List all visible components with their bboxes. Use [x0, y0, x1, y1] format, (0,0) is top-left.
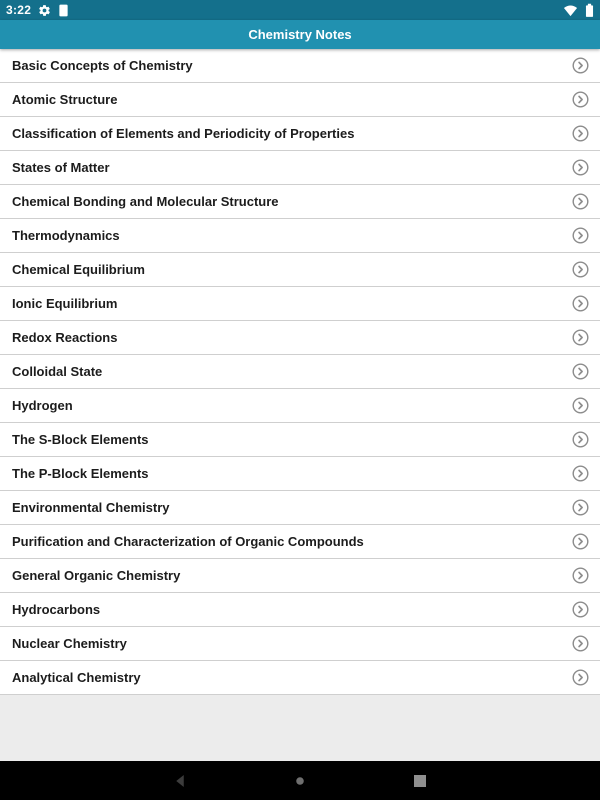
status-bar-right: [563, 3, 594, 18]
topic-label: Hydrocarbons: [12, 602, 101, 617]
clock: 3:22: [6, 3, 32, 17]
topic-label: Chemical Bonding and Molecular Structure: [12, 194, 279, 209]
battery-icon: [585, 3, 594, 18]
topic-label: Chemical Equilibrium: [12, 262, 145, 277]
chevron-right-circle-icon: [572, 601, 589, 618]
list-item[interactable]: [0, 423, 600, 457]
android-nav-bar: [0, 761, 600, 800]
status-bar: [0, 0, 600, 20]
topic-label: Atomic Structure: [12, 92, 118, 107]
topic-label: Environmental Chemistry: [12, 500, 170, 515]
chevron-right-circle-icon: [572, 261, 589, 278]
topic-label: Thermodynamics: [12, 228, 120, 243]
recents-button[interactable]: [400, 766, 440, 796]
chevron-right-circle-icon: [572, 635, 589, 652]
topic-label: The S-Block Elements: [12, 432, 149, 447]
chevron-right-circle-icon: [572, 567, 589, 584]
list-item[interactable]: [0, 389, 600, 423]
chevron-right-circle-icon: [572, 431, 589, 448]
chevron-right-circle-icon: [572, 159, 589, 176]
background-area: [0, 695, 600, 761]
chevron-right-circle-icon: [572, 91, 589, 108]
chevron-right-circle-icon: [572, 465, 589, 482]
list-item[interactable]: [0, 355, 600, 389]
chevron-right-circle-icon: [572, 227, 589, 244]
notes-icon: [58, 4, 69, 17]
topic-label: Basic Concepts of Chemistry: [12, 58, 193, 73]
chevron-right-circle-icon: [572, 499, 589, 516]
chevron-right-circle-icon: [572, 125, 589, 142]
list-item[interactable]: [0, 559, 600, 593]
chevron-right-circle-icon: [572, 193, 589, 210]
topic-label: The P-Block Elements: [12, 466, 149, 481]
topic-label: Hydrogen: [12, 398, 73, 413]
list-item[interactable]: [0, 49, 600, 83]
topic-label: Colloidal State: [12, 364, 103, 379]
list-item[interactable]: [0, 457, 600, 491]
list-item[interactable]: [0, 253, 600, 287]
list-item[interactable]: [0, 491, 600, 525]
chevron-right-circle-icon: [572, 669, 589, 686]
list-item[interactable]: [0, 321, 600, 355]
topic-label: Nuclear Chemistry: [12, 636, 127, 651]
chevron-right-circle-icon: [572, 329, 589, 346]
chevron-right-circle-icon: [572, 363, 589, 380]
app-bar: [0, 20, 600, 49]
topic-label: General Organic Chemistry: [12, 568, 181, 583]
topic-label: Purification and Characterization of Organic Compounds: [12, 534, 364, 549]
chevron-right-circle-icon: [572, 533, 589, 550]
topic-list: [0, 49, 600, 695]
back-button[interactable]: [160, 766, 200, 796]
topic-label: Analytical Chemistry: [12, 670, 141, 685]
topic-label: Ionic Equilibrium: [12, 296, 118, 311]
page-title: Chemistry Notes: [248, 27, 352, 42]
gear-icon: [38, 4, 51, 17]
wifi-icon: [563, 4, 578, 17]
list-item[interactable]: [0, 627, 600, 661]
list-item[interactable]: [0, 219, 600, 253]
list-item[interactable]: [0, 287, 600, 321]
chevron-right-circle-icon: [572, 397, 589, 414]
chevron-right-circle-icon: [572, 57, 589, 74]
topic-label: States of Matter: [12, 160, 110, 175]
list-item[interactable]: [0, 185, 600, 219]
list-item[interactable]: [0, 117, 600, 151]
topic-label: Classification of Elements and Periodicity of Properties: [12, 126, 355, 141]
status-bar-left: [6, 3, 69, 17]
list-item[interactable]: [0, 83, 600, 117]
list-item[interactable]: [0, 151, 600, 185]
home-button[interactable]: [280, 766, 320, 796]
list-item[interactable]: [0, 593, 600, 627]
chevron-right-circle-icon: [572, 295, 589, 312]
list-item[interactable]: [0, 661, 600, 695]
topic-label: Redox Reactions: [12, 330, 118, 345]
list-item[interactable]: [0, 525, 600, 559]
